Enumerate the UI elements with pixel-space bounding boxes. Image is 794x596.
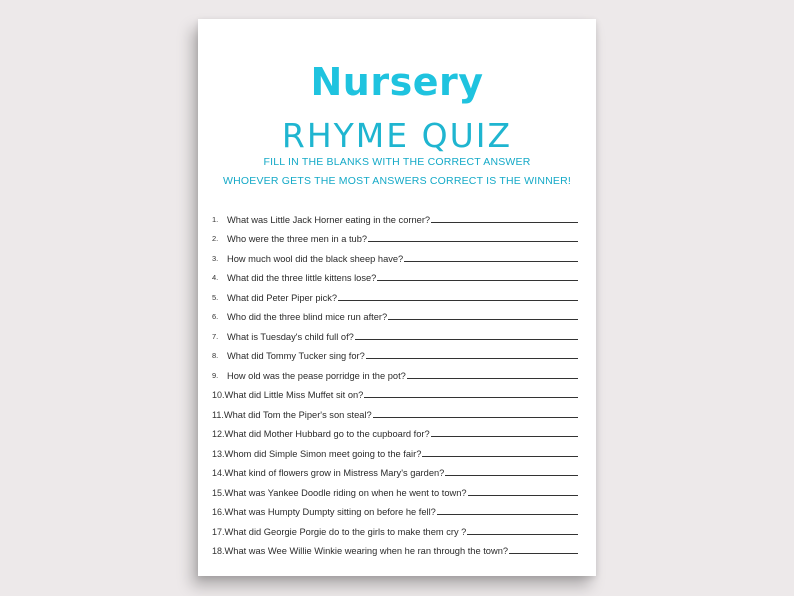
question-row [212, 420, 578, 440]
answer-blank[interactable] [366, 358, 578, 359]
question-number: 3. [212, 253, 219, 263]
answer-blank[interactable] [407, 378, 578, 379]
answer-blank[interactable] [388, 319, 578, 320]
answer-blank[interactable] [431, 222, 578, 223]
answer-blank[interactable] [437, 514, 578, 515]
question-text: What kind of flowers grow in Mistress Mary's garden? [224, 468, 445, 478]
question-row [212, 361, 578, 381]
question-text: Who were the three men in a tub? [227, 234, 368, 244]
question-row [212, 439, 578, 459]
question-number: 18. [212, 546, 225, 556]
question-row [212, 498, 578, 518]
question-row [212, 517, 578, 537]
answer-blank[interactable] [364, 397, 578, 398]
instruction-line-2: WHOEVER GETS THE MOST ANSWERS CORRECT IS THE WINNER! [223, 175, 571, 187]
question-text: Whom did Simple Simon meet going to the fair? [224, 448, 422, 459]
question-row [212, 342, 578, 362]
question-number: 1. [212, 214, 219, 224]
title-rhyme-quiz: RHYME QUIZ [281, 116, 513, 155]
question-row [212, 303, 578, 323]
answer-blank[interactable] [422, 456, 578, 457]
question-text: What did the three little kittens lose? [227, 273, 377, 283]
question-row [212, 459, 578, 479]
question-number: 2. [212, 234, 219, 243]
question-text: What is Tuesday's child full of? [227, 331, 354, 342]
question-number: 13. [212, 448, 225, 459]
question-number: 9. [212, 370, 219, 380]
question-text: What was Humpty Dumpty sitting on before he fell? [224, 507, 436, 517]
question-text: What did Tom the Piper's son steal? [223, 409, 372, 420]
question-number: 14. [212, 468, 225, 478]
answer-blank[interactable] [355, 339, 578, 340]
answer-blank[interactable] [338, 300, 578, 301]
answer-blank[interactable] [373, 417, 578, 418]
question-row [212, 283, 578, 303]
answer-blank[interactable] [468, 495, 578, 496]
question-text: What did Little Miss Muffet sit on? [224, 390, 364, 400]
question-row [212, 244, 578, 264]
question-text: What did Peter Piper pick? [227, 292, 338, 303]
question-text: How old was the pease porridge in the pot? [227, 370, 406, 381]
answer-blank[interactable] [509, 553, 578, 554]
answer-blank[interactable] [368, 241, 578, 242]
question-row [212, 478, 578, 498]
question-row [212, 264, 578, 284]
question-number: 6. [212, 312, 219, 321]
title-nursery: Nursery [310, 60, 484, 104]
question-number: 12. [212, 429, 225, 439]
question-row [212, 381, 578, 401]
question-text: What did Georgie Porgie do to the girls to make them cry ? [224, 526, 467, 537]
instruction-line-1: FILL IN THE BLANKS WITH THE CORRECT ANSWER [263, 156, 531, 168]
question-text: What was Yankee Doodle riding on when he went to town? [224, 487, 467, 498]
question-text: What was Little Jack Horner eating in the corner? [227, 214, 431, 225]
question-number: 17. [212, 526, 225, 537]
question-row [212, 400, 578, 420]
question-text: What did Tommy Tucker sing for? [227, 351, 365, 361]
question-number: 8. [212, 351, 219, 360]
question-number: 15. [212, 487, 225, 498]
answer-blank[interactable] [377, 280, 578, 281]
question-number: 16. [212, 507, 225, 517]
question-number: 11. [212, 409, 224, 420]
question-number: 10. [212, 390, 225, 400]
answer-blank[interactable] [404, 261, 578, 262]
question-row [212, 225, 578, 245]
question-text: What was Wee Willie Winkie wearing when he ran through the town? [224, 546, 509, 556]
question-row [212, 537, 578, 557]
answer-blank[interactable] [467, 534, 578, 535]
question-number: 4. [212, 273, 219, 282]
answer-blank[interactable] [431, 436, 578, 437]
question-number: 5. [212, 292, 219, 302]
answer-blank[interactable] [445, 475, 578, 476]
question-text: What did Mother Hubbard go to the cupboard for? [224, 429, 430, 439]
question-text: How much wool did the black sheep have? [227, 253, 404, 264]
question-list [212, 205, 578, 556]
question-row [212, 322, 578, 342]
question-row [212, 205, 578, 225]
question-number: 7. [212, 331, 219, 341]
quiz-sheet [198, 19, 596, 576]
question-text: Who did the three blind mice run after? [227, 312, 388, 322]
